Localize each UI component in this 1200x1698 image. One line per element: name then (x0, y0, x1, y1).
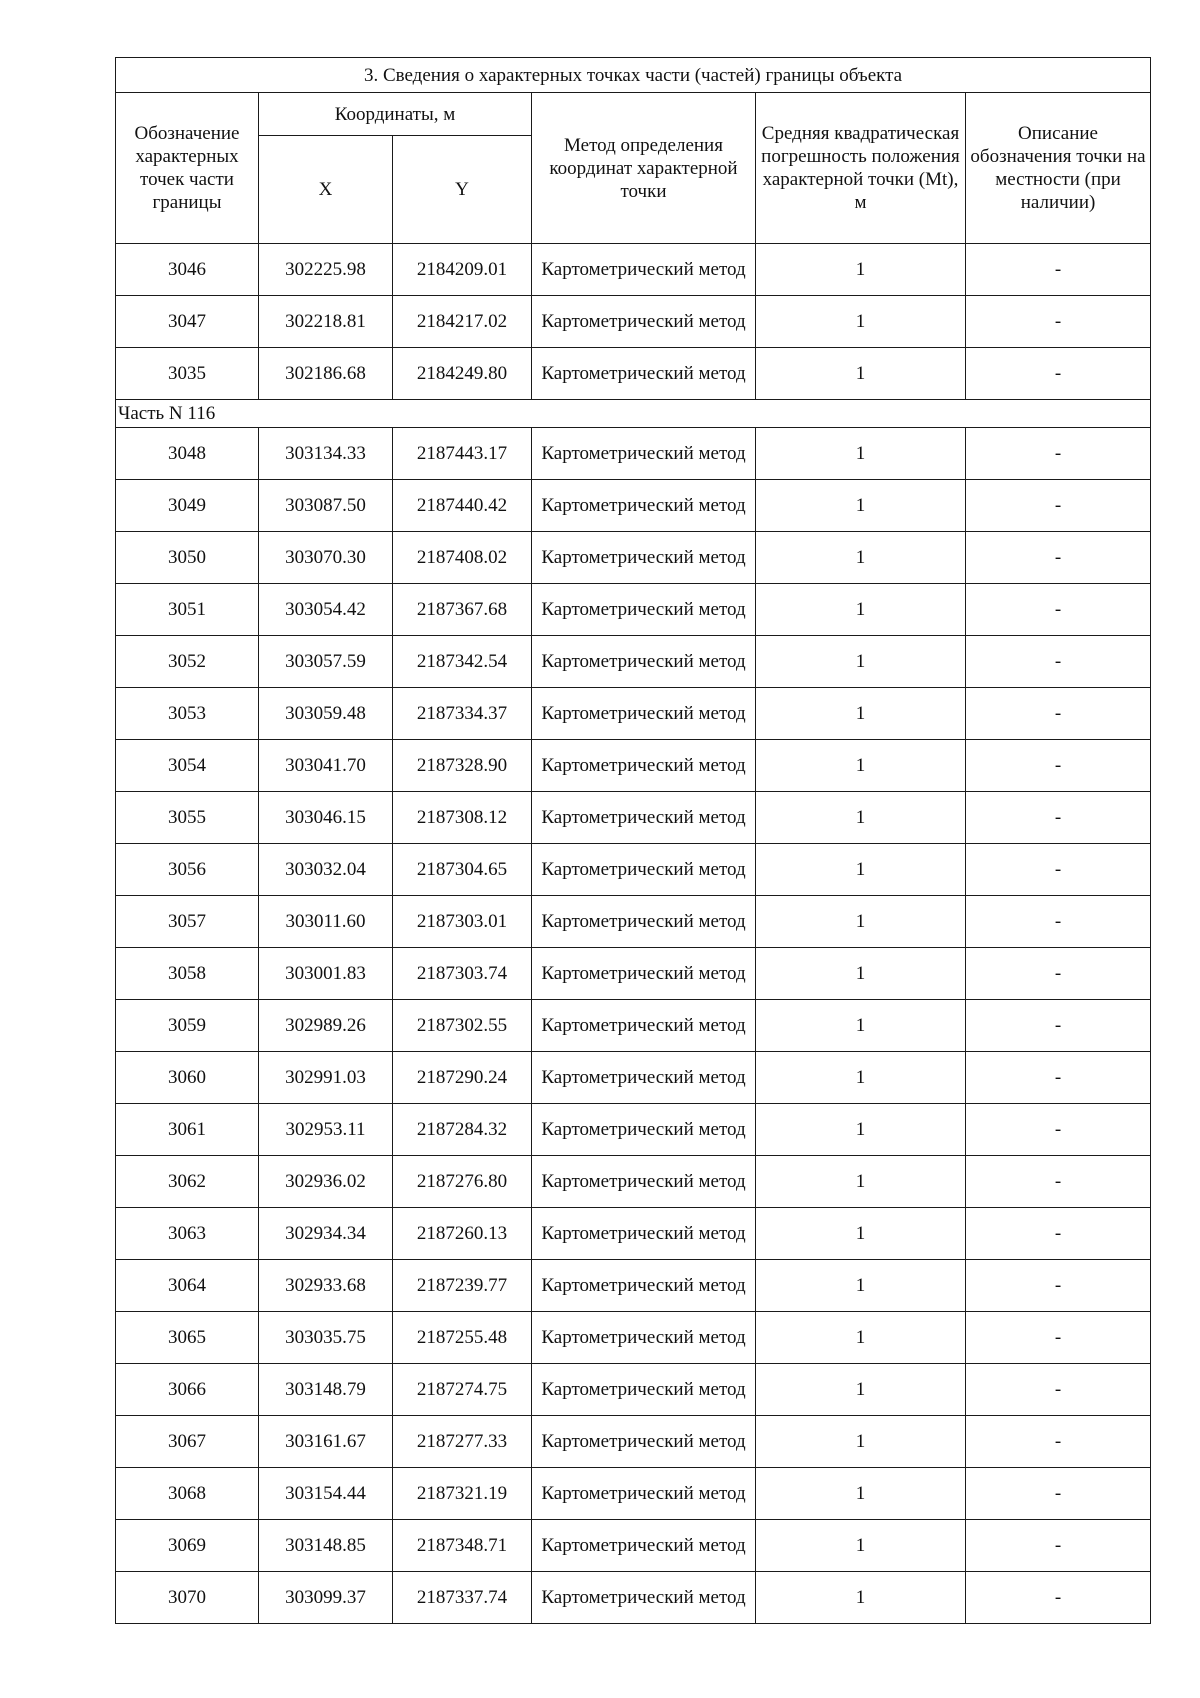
cell-y: 2187284.32 (393, 1104, 532, 1156)
header-point: Обозначение характерных точек части границы (116, 93, 259, 244)
cell-x: 302225.98 (259, 244, 393, 296)
cell-description: - (966, 1104, 1151, 1156)
cell-x: 302991.03 (259, 1052, 393, 1104)
cell-method: Картометрический метод (532, 948, 756, 1000)
table-row (116, 1000, 1151, 1052)
header-x: X (259, 136, 393, 244)
cell-mt: 1 (756, 636, 966, 688)
cell-x: 302934.34 (259, 1208, 393, 1260)
cell-x: 302989.26 (259, 1000, 393, 1052)
cell-point-id: 3055 (116, 792, 259, 844)
header-method: Метод определения координат характерной точки (532, 93, 756, 244)
rows-top (116, 244, 1151, 400)
cell-mt: 1 (756, 740, 966, 792)
cell-description: - (966, 896, 1151, 948)
cell-description: - (966, 792, 1151, 844)
cell-mt: 1 (756, 1416, 966, 1468)
cell-x: 303057.59 (259, 636, 393, 688)
cell-y: 2187274.75 (393, 1364, 532, 1416)
table-row (116, 584, 1151, 636)
cell-y: 2187328.90 (393, 740, 532, 792)
cell-x: 303032.04 (259, 844, 393, 896)
cell-x: 303087.50 (259, 480, 393, 532)
cell-method: Картометрический метод (532, 584, 756, 636)
table-row (116, 480, 1151, 532)
cell-method: Картометрический метод (532, 792, 756, 844)
cell-point-id: 3061 (116, 1104, 259, 1156)
cell-description: - (966, 1520, 1151, 1572)
cell-method: Картометрический метод (532, 688, 756, 740)
cell-x: 302936.02 (259, 1156, 393, 1208)
cell-mt: 1 (756, 532, 966, 584)
header-description: Описание обозначения точки на местности (при наличии) (966, 93, 1151, 244)
cell-x: 303134.33 (259, 428, 393, 480)
cell-y: 2184249.80 (393, 348, 532, 400)
header-y: Y (393, 136, 532, 244)
cell-y: 2184209.01 (393, 244, 532, 296)
cell-description: - (966, 532, 1151, 584)
cell-mt: 1 (756, 792, 966, 844)
cell-x: 303054.42 (259, 584, 393, 636)
cell-y: 2187348.71 (393, 1520, 532, 1572)
cell-method: Картометрический метод (532, 1364, 756, 1416)
cell-point-id: 3046 (116, 244, 259, 296)
cell-method: Картометрический метод (532, 1260, 756, 1312)
cell-description: - (966, 636, 1151, 688)
header-coords: Координаты, м (259, 93, 532, 136)
cell-description: - (966, 1416, 1151, 1468)
cell-mt: 1 (756, 584, 966, 636)
cell-y: 2187367.68 (393, 584, 532, 636)
cell-mt: 1 (756, 1468, 966, 1520)
cell-x: 303001.83 (259, 948, 393, 1000)
cell-method: Картометрический метод (532, 636, 756, 688)
cell-point-id: 3060 (116, 1052, 259, 1104)
cell-y: 2187321.19 (393, 1468, 532, 1520)
table-row (116, 532, 1151, 584)
cell-point-id: 3065 (116, 1312, 259, 1364)
cell-mt: 1 (756, 244, 966, 296)
rows-part (116, 428, 1151, 1624)
cell-description: - (966, 1468, 1151, 1520)
cell-x: 303070.30 (259, 532, 393, 584)
cell-mt: 1 (756, 428, 966, 480)
cell-point-id: 3052 (116, 636, 259, 688)
cell-y: 2187302.55 (393, 1000, 532, 1052)
table-row (116, 636, 1151, 688)
table-row (116, 1260, 1151, 1312)
cell-description: - (966, 480, 1151, 532)
cell-method: Картометрический метод (532, 428, 756, 480)
cell-y: 2187304.65 (393, 844, 532, 896)
cell-mt: 1 (756, 896, 966, 948)
cell-mt: 1 (756, 1104, 966, 1156)
boundary-points-table (115, 57, 1151, 1624)
cell-y: 2187408.02 (393, 532, 532, 584)
cell-description: - (966, 948, 1151, 1000)
cell-method: Картометрический метод (532, 1520, 756, 1572)
cell-description: - (966, 1208, 1151, 1260)
cell-point-id: 3049 (116, 480, 259, 532)
cell-method: Картометрический метод (532, 532, 756, 584)
cell-x: 303046.15 (259, 792, 393, 844)
cell-y: 2187303.01 (393, 896, 532, 948)
cell-point-id: 3048 (116, 428, 259, 480)
cell-method: Картометрический метод (532, 348, 756, 400)
cell-method: Картометрический метод (532, 1468, 756, 1520)
cell-y: 2187276.80 (393, 1156, 532, 1208)
cell-point-id: 3053 (116, 688, 259, 740)
table-row (116, 348, 1151, 400)
table-row (116, 1468, 1151, 1520)
cell-point-id: 3051 (116, 584, 259, 636)
cell-method: Картометрический метод (532, 1000, 756, 1052)
cell-description: - (966, 688, 1151, 740)
cell-point-id: 3059 (116, 1000, 259, 1052)
cell-method: Картометрический метод (532, 896, 756, 948)
cell-y: 2187308.12 (393, 792, 532, 844)
cell-point-id: 3069 (116, 1520, 259, 1572)
cell-description: - (966, 740, 1151, 792)
cell-y: 2187260.13 (393, 1208, 532, 1260)
cell-mt: 1 (756, 480, 966, 532)
cell-mt: 1 (756, 1312, 966, 1364)
cell-mt: 1 (756, 1572, 966, 1624)
cell-method: Картометрический метод (532, 1104, 756, 1156)
header-error: Средняя квадратическая погрешность положения характерной точки (Mt), м (756, 93, 966, 244)
cell-method: Картометрический метод (532, 1416, 756, 1468)
cell-x: 303011.60 (259, 896, 393, 948)
cell-description: - (966, 1052, 1151, 1104)
cell-description: - (966, 348, 1151, 400)
cell-x: 302186.68 (259, 348, 393, 400)
cell-method: Картометрический метод (532, 296, 756, 348)
table-row (116, 688, 1151, 740)
table-row (116, 844, 1151, 896)
cell-x: 303161.67 (259, 1416, 393, 1468)
cell-point-id: 3064 (116, 1260, 259, 1312)
cell-x: 303154.44 (259, 1468, 393, 1520)
cell-y: 2187277.33 (393, 1416, 532, 1468)
cell-method: Картометрический метод (532, 244, 756, 296)
cell-x: 303035.75 (259, 1312, 393, 1364)
cell-mt: 1 (756, 1052, 966, 1104)
table-row (116, 1156, 1151, 1208)
cell-description: - (966, 244, 1151, 296)
cell-point-id: 3066 (116, 1364, 259, 1416)
cell-point-id: 3047 (116, 296, 259, 348)
table-row (116, 1052, 1151, 1104)
cell-x: 303099.37 (259, 1572, 393, 1624)
cell-point-id: 3058 (116, 948, 259, 1000)
cell-x: 303041.70 (259, 740, 393, 792)
cell-description: - (966, 844, 1151, 896)
cell-mt: 1 (756, 688, 966, 740)
cell-method: Картометрический метод (532, 740, 756, 792)
cell-description: - (966, 1000, 1151, 1052)
cell-mt: 1 (756, 1260, 966, 1312)
cell-description: - (966, 428, 1151, 480)
cell-method: Картометрический метод (532, 1312, 756, 1364)
cell-point-id: 3070 (116, 1572, 259, 1624)
cell-mt: 1 (756, 1364, 966, 1416)
table-row (116, 1520, 1151, 1572)
table-row (116, 1312, 1151, 1364)
cell-y: 2187337.74 (393, 1572, 532, 1624)
part-label: Часть N 116 (116, 400, 1151, 428)
table-row (116, 1416, 1151, 1468)
cell-y: 2187443.17 (393, 428, 532, 480)
table-row (116, 1572, 1151, 1624)
table-row (116, 740, 1151, 792)
cell-mt: 1 (756, 1208, 966, 1260)
cell-description: - (966, 1312, 1151, 1364)
cell-point-id: 3062 (116, 1156, 259, 1208)
cell-method: Картометрический метод (532, 1052, 756, 1104)
cell-description: - (966, 1572, 1151, 1624)
table-row (116, 896, 1151, 948)
cell-x: 302933.68 (259, 1260, 393, 1312)
table-title: 3. Сведения о характерных точках части (частей) границы объекта (116, 58, 1151, 93)
cell-description: - (966, 1156, 1151, 1208)
table-row (116, 1104, 1151, 1156)
cell-x: 303148.79 (259, 1364, 393, 1416)
cell-y: 2187303.74 (393, 948, 532, 1000)
cell-x: 303059.48 (259, 688, 393, 740)
cell-description: - (966, 296, 1151, 348)
cell-y: 2187440.42 (393, 480, 532, 532)
cell-method: Картометрический метод (532, 480, 756, 532)
cell-method: Картометрический метод (532, 1156, 756, 1208)
cell-mt: 1 (756, 348, 966, 400)
cell-point-id: 3035 (116, 348, 259, 400)
cell-description: - (966, 584, 1151, 636)
cell-description: - (966, 1364, 1151, 1416)
table-row (116, 1364, 1151, 1416)
cell-point-id: 3067 (116, 1416, 259, 1468)
table-row (116, 1208, 1151, 1260)
cell-y: 2187342.54 (393, 636, 532, 688)
cell-method: Картометрический метод (532, 1572, 756, 1624)
cell-y: 2187334.37 (393, 688, 532, 740)
document-page (115, 57, 1150, 1624)
cell-point-id: 3056 (116, 844, 259, 896)
table-row (116, 244, 1151, 296)
table-row (116, 948, 1151, 1000)
cell-x: 302953.11 (259, 1104, 393, 1156)
cell-mt: 1 (756, 948, 966, 1000)
cell-x: 303148.85 (259, 1520, 393, 1572)
cell-method: Картометрический метод (532, 1208, 756, 1260)
cell-mt: 1 (756, 844, 966, 896)
cell-point-id: 3050 (116, 532, 259, 584)
cell-mt: 1 (756, 296, 966, 348)
cell-mt: 1 (756, 1520, 966, 1572)
cell-point-id: 3068 (116, 1468, 259, 1520)
cell-mt: 1 (756, 1156, 966, 1208)
part-section (116, 400, 1151, 428)
table-row (116, 296, 1151, 348)
cell-y: 2187255.48 (393, 1312, 532, 1364)
cell-y: 2187239.77 (393, 1260, 532, 1312)
cell-y: 2184217.02 (393, 296, 532, 348)
cell-x: 302218.81 (259, 296, 393, 348)
table-row (116, 428, 1151, 480)
cell-point-id: 3054 (116, 740, 259, 792)
cell-point-id: 3057 (116, 896, 259, 948)
cell-y: 2187290.24 (393, 1052, 532, 1104)
cell-method: Картометрический метод (532, 844, 756, 896)
table-row (116, 792, 1151, 844)
cell-point-id: 3063 (116, 1208, 259, 1260)
cell-mt: 1 (756, 1000, 966, 1052)
cell-description: - (966, 1260, 1151, 1312)
